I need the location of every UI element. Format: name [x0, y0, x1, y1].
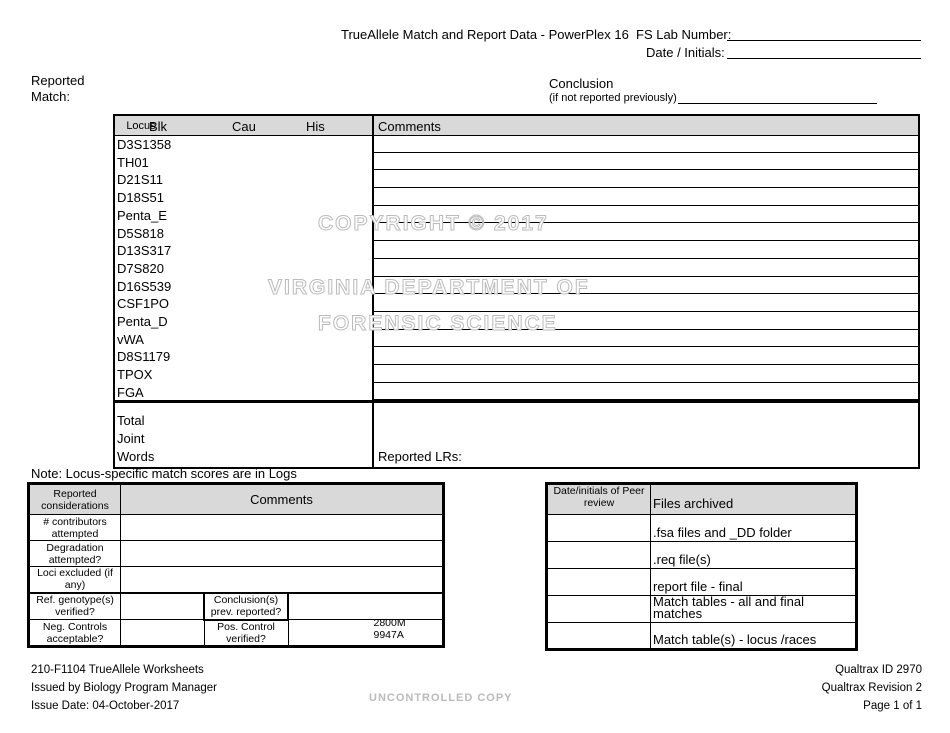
peer-review-table — [545, 482, 858, 651]
locus-tpox: TPOX — [117, 367, 153, 383]
date-label: Date / Initials: — [646, 45, 725, 60]
files-archived-header: Files archived — [651, 484, 857, 515]
locus-comment-field[interactable] — [374, 135, 918, 153]
qualtrax-revision: Qualtrax Revision 2 — [821, 682, 922, 694]
archived-item: Match table(s) - locus /races — [651, 623, 857, 650]
header-blk: Blk — [149, 119, 168, 134]
archived-item: Match tables - all and final matches — [651, 596, 857, 623]
peer-review-field[interactable] — [547, 569, 651, 596]
footer-form-id: 210-F1104 TrueAllele Worksheets — [31, 664, 204, 676]
locus-d7s820: D7S820 — [117, 260, 164, 276]
footer-issue-date: Issue Date: 04-October-2017 — [31, 700, 180, 712]
comments-header: Comments — [121, 484, 444, 515]
neg-controls-label: Neg. Controls acceptable? — [29, 620, 121, 647]
contributors-field[interactable] — [121, 515, 444, 541]
watermark-1b: YRIGHT © 2017 — [369, 212, 549, 235]
pos-value-1: 2800M — [373, 617, 406, 629]
locus-d5s818: D5S818 — [117, 225, 164, 241]
peer-review-field[interactable] — [547, 596, 651, 623]
archived-item: .fsa files and _DD folder — [651, 515, 857, 542]
locus-comment-field[interactable] — [374, 241, 918, 259]
ref-genotype-field[interactable] — [121, 593, 205, 620]
peer-review-header: Date/initials of Peer review — [547, 484, 651, 515]
locus-d8s1179: D8S1179 — [117, 349, 171, 365]
degradation-field[interactable] — [121, 541, 444, 567]
fs-lab-field[interactable] — [727, 40, 921, 41]
locus-d21s11: D21S11 — [117, 172, 164, 188]
considerations-header: Reported considerations — [29, 484, 121, 515]
locus-penta_d: Penta_D — [117, 314, 168, 329]
watermark-2a: VIRGINI — [268, 276, 361, 299]
page-number: Page 1 of 1 — [863, 700, 922, 712]
words-label: Words — [117, 449, 155, 464]
conclusions-field[interactable] — [288, 593, 444, 620]
fs-lab-label: FS Lab Number: — [636, 27, 732, 42]
locus-comment-field[interactable] — [374, 188, 918, 206]
note: Note: Locus-specific match scores are in Logs — [31, 466, 297, 481]
reported-lrs-label: Reported LRs: — [378, 449, 462, 464]
row-degradation: Degradation attempted? — [29, 541, 121, 567]
pos-value-2: 9947A — [373, 629, 404, 641]
watermark-2b: A DEPARTMENT OF — [360, 276, 590, 299]
archived-item: report file - final — [651, 569, 857, 596]
total-label: Total — [117, 413, 145, 428]
locus-comment-field[interactable] — [374, 365, 918, 383]
locus-comment-field[interactable] — [374, 383, 918, 401]
conclusion-label: Conclusion — [549, 76, 614, 91]
match-label: Match: — [31, 89, 71, 104]
footer-issued-by: Issued by Biology Program Manager — [31, 682, 218, 694]
locus-comment-field[interactable] — [374, 347, 918, 365]
joint-label: Joint — [117, 431, 145, 446]
qualtrax-id: Qualtrax ID 2970 — [835, 664, 922, 676]
archived-item: .req file(s) — [651, 542, 857, 569]
locus-d18s51: D18S51 — [117, 190, 164, 206]
locus-penta_e: Penta_E — [117, 207, 167, 223]
locus-comment-field[interactable] — [374, 153, 918, 171]
conclusion-field[interactable] — [678, 103, 877, 104]
locus-comment-field[interactable] — [374, 170, 918, 188]
uncontrolled-copy: UNCONTROLLED COPY — [369, 692, 513, 704]
locus-th01: TH01 — [117, 154, 149, 170]
row-contributors: # contributors attempted — [29, 515, 121, 541]
conclusions-label: Conclusion(s) prev. reported? — [204, 593, 288, 620]
conclusion-sublabel: (if not reported previously) — [549, 92, 677, 104]
peer-review-field[interactable] — [547, 515, 651, 542]
header-comments: Comments — [378, 119, 441, 134]
header-his: His — [306, 119, 325, 134]
watermark-3b: ENSIC SCIENCE — [368, 312, 558, 335]
peer-review-field[interactable] — [547, 542, 651, 569]
form-title: TrueAllele Match and Report Data - PowerPlex 16 — [341, 27, 629, 42]
considerations-table — [27, 482, 445, 648]
header-cau: Cau — [232, 119, 256, 134]
locus-fga: FGA — [117, 384, 144, 400]
neg-controls-field[interactable] — [121, 620, 205, 647]
pos-control-label: Pos. Control verified? — [204, 620, 288, 647]
locus-d13s317: D13S317 — [117, 243, 172, 259]
locus-d16s539: D16S539 — [117, 278, 172, 294]
reported-label: Reported — [31, 73, 85, 88]
header-locus: Locus — [126, 120, 156, 132]
row-loci-excluded: Loci excluded (if any) — [29, 567, 121, 593]
locus-csf1po: CSF1PO — [117, 296, 170, 312]
ref-genotype-label: Ref. genotype(s) verified? — [29, 593, 121, 620]
loci-excluded-field[interactable] — [121, 567, 444, 593]
locus-d3s1358: D3S1358 — [117, 137, 172, 152]
locus-comment-field[interactable] — [374, 259, 918, 277]
watermark-1a: COP — [318, 212, 370, 235]
peer-review-field[interactable] — [547, 623, 651, 650]
date-field[interactable] — [727, 58, 921, 59]
locus-vwa: vWA — [117, 331, 144, 347]
watermark-3a: FOR — [318, 312, 369, 335]
